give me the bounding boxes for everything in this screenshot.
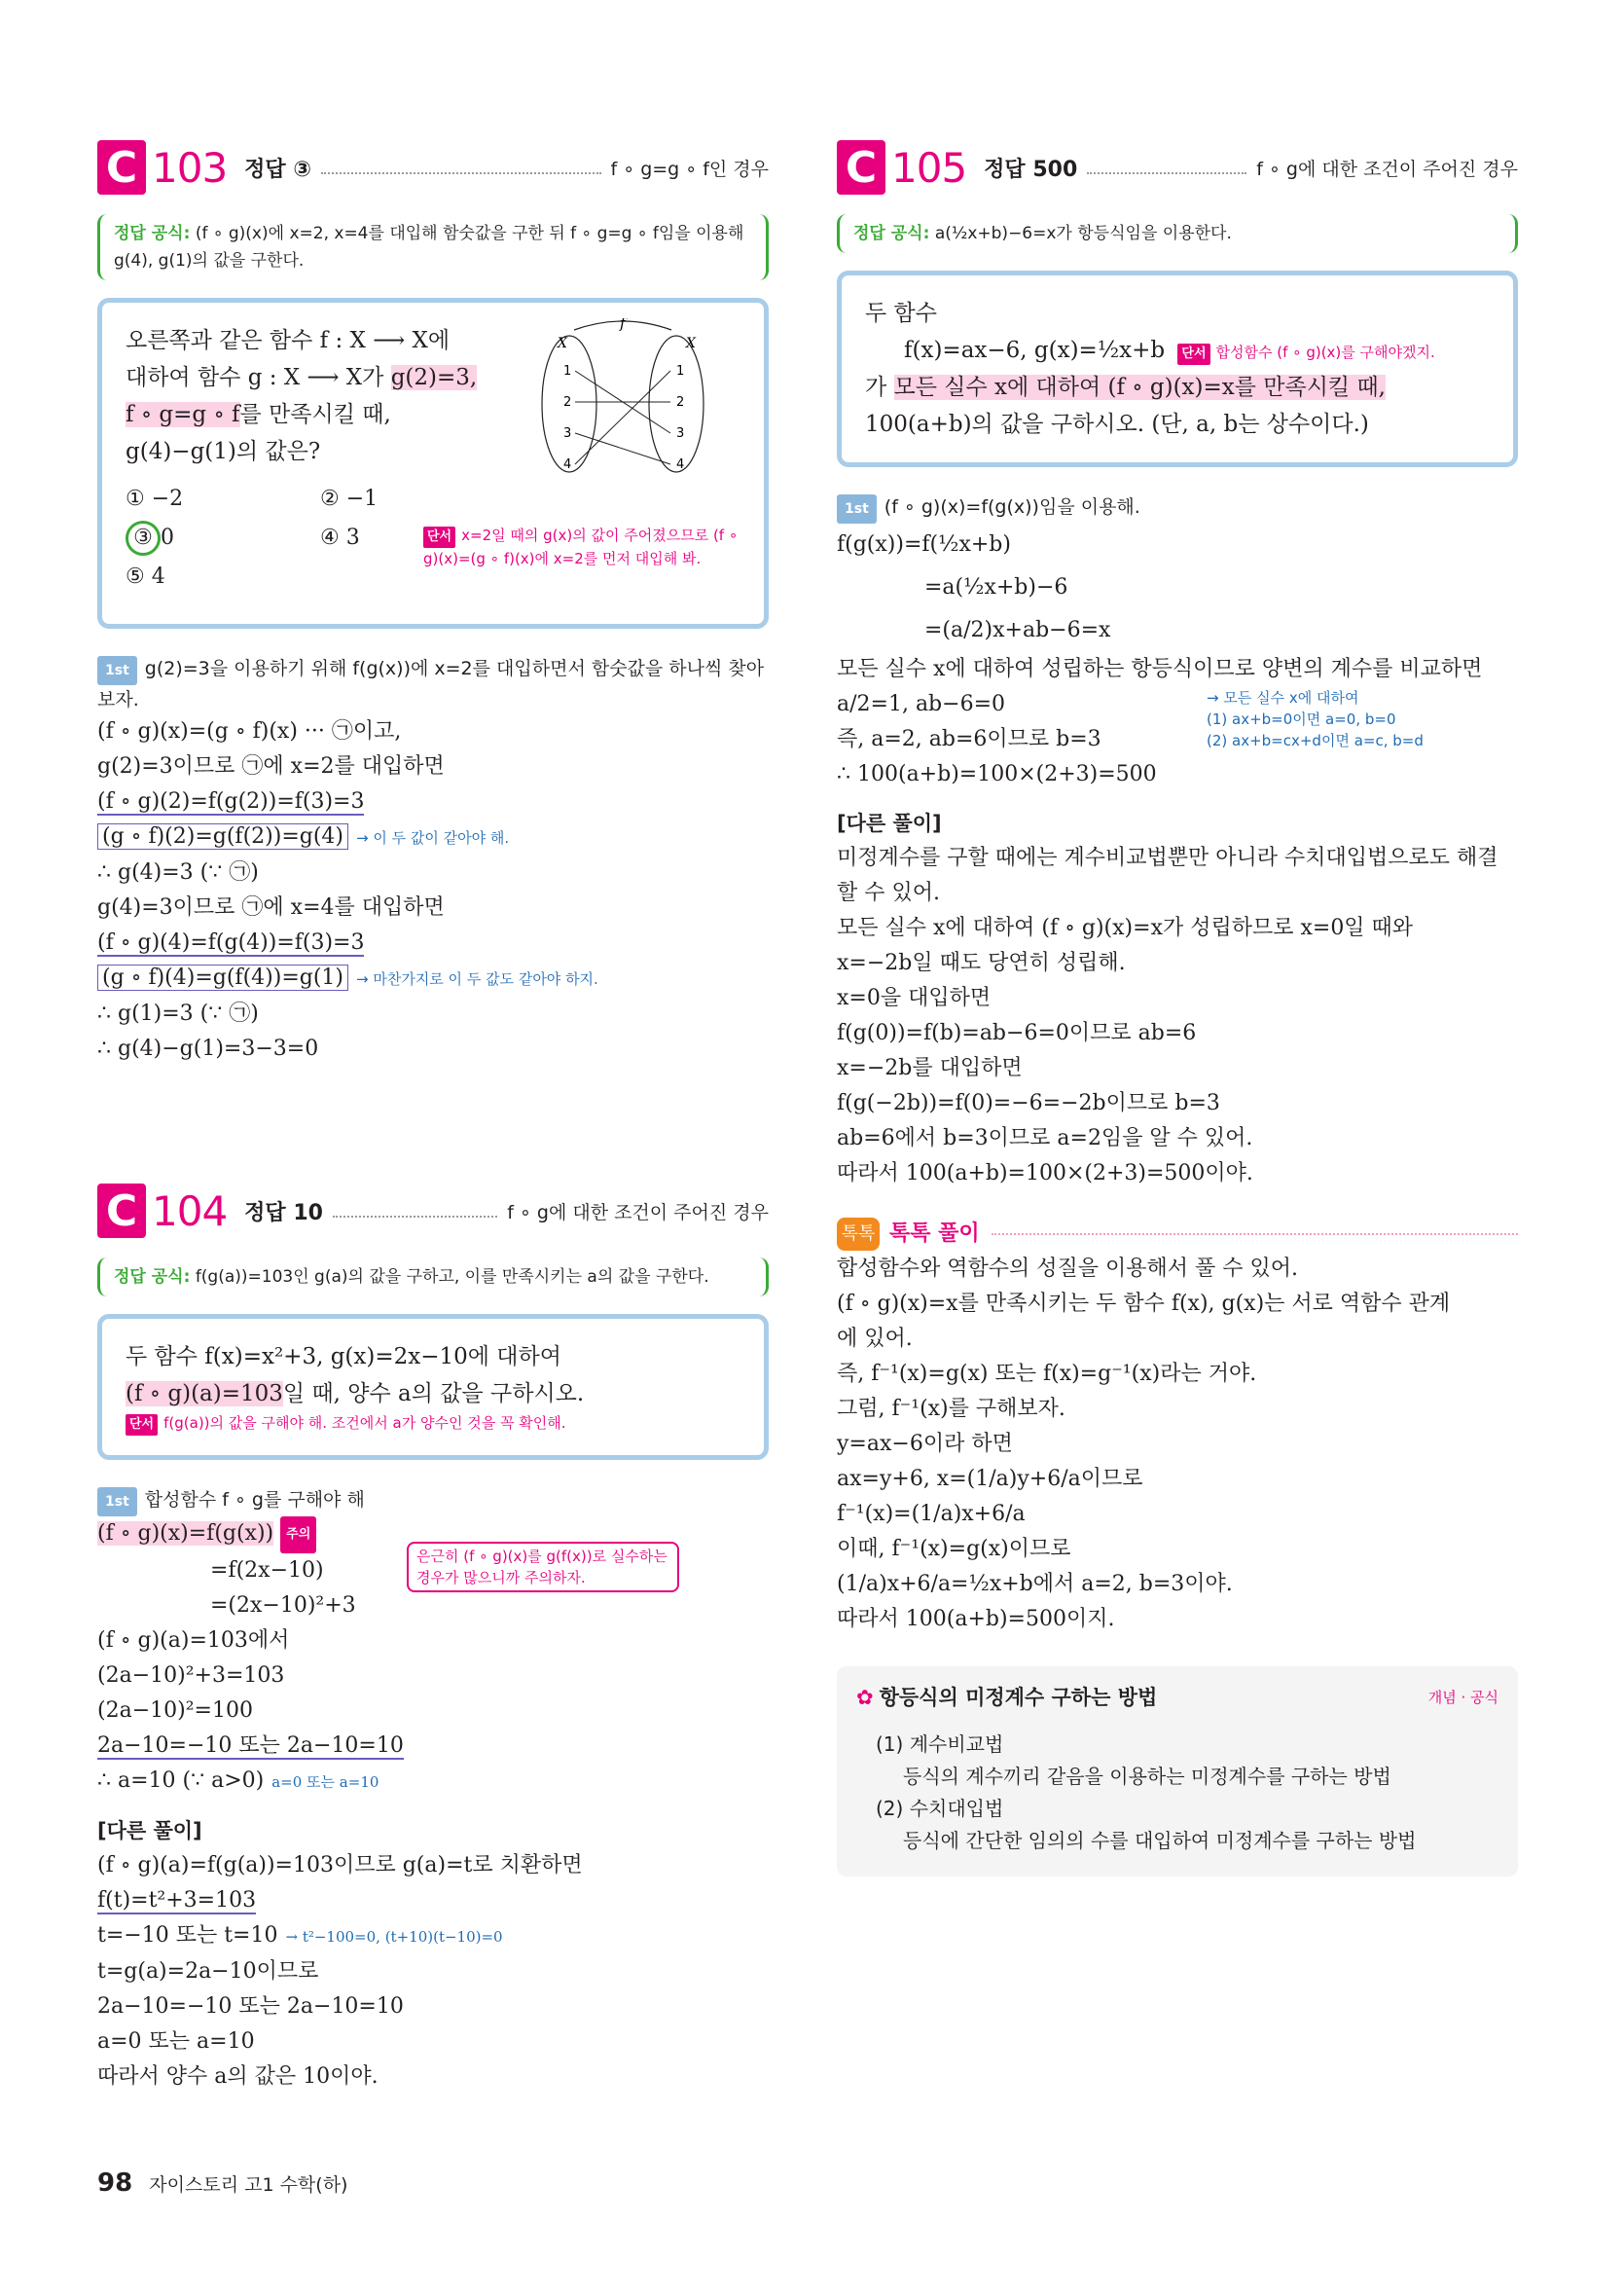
solution-line: x=−2b일 때도 당연히 성립해. [837, 951, 1126, 975]
solution-line: (2a−10)²=100 [97, 1698, 253, 1723]
solution-105 [837, 492, 1518, 1877]
solution-line: x=0을 대입하면 [837, 986, 992, 1010]
solution-line: 할 수 있어. [837, 881, 940, 905]
solution-line: (2a−10)²+3=103 [97, 1663, 285, 1688]
step-line [97, 654, 769, 714]
step-text: 합성함수 f ∘ g를 구해야 해 [144, 1489, 365, 1511]
toktok-icon: 톡톡 [837, 1218, 880, 1251]
solution-line: t=g(a)=2a−10이므로 [97, 1959, 319, 1984]
solution-line [97, 1764, 769, 1800]
solution-line: 즉, a=2, ab=6이므로 b=3 [837, 727, 1101, 751]
solution-line: ∴ g(1)=3 (∵ ㉠) [97, 1002, 259, 1026]
question-box [97, 1314, 769, 1460]
solution-line: 따라서 양수 a의 값은 10이야. [97, 2064, 379, 2089]
solution-line: 모든 실수 x에 대하여 성립하는 항등식이므로 양변의 계수를 비교하면 [837, 657, 1483, 681]
hint-tag: 단서 [1177, 344, 1209, 365]
concept-item-desc: 등식의 계수끼리 같음을 이용하는 미정계수를 구하는 방법 [903, 1765, 1391, 1788]
step-tag: 1st [97, 1487, 137, 1516]
highlight-condition: 모든 실수 x에 대하여 (f ∘ g)(x)=x를 만족시킬 때, [893, 375, 1386, 400]
question-line: 두 함수 f(x)=x²+3, g(x)=2x−10에 대하여 [126, 1344, 561, 1369]
problem-number: 104 [152, 1186, 228, 1235]
question-line: 100(a+b)의 값을 구하시오. (단, a, b는 상수이다.) [865, 412, 1369, 437]
highlight-condition: g(2)=3, [390, 365, 478, 390]
hint-note [1177, 344, 1434, 361]
formula-text: a(½x+b)−6=x가 항등식임을 이용한다. [934, 224, 1232, 243]
concept-body [856, 1729, 1498, 1857]
underlined-expr: 2a−10=−10 또는 2a−10=10 [97, 1733, 404, 1758]
problem-104-header [97, 1180, 769, 1242]
toktok-header [837, 1217, 1518, 1252]
question-line [126, 1375, 740, 1412]
diagram-num: 2 [563, 395, 572, 410]
question-text: 대하여 함수 g : X ⟶ X가 [126, 365, 391, 390]
answer-label: 정답 10 [244, 1200, 323, 1225]
highlight-expr: (f ∘ g)(x)=f(g(x)) [97, 1521, 274, 1546]
concept-header [856, 1680, 1498, 1715]
wavy-divider [992, 1233, 1518, 1235]
solution-line: ∴ g(4)=3 (∵ ㉠) [97, 860, 259, 885]
diagram-x-label: X [686, 336, 696, 351]
solution-line [97, 1729, 769, 1764]
diagram-num: 4 [563, 457, 572, 472]
diagram-f-label: f [620, 318, 626, 332]
dotted-leader [333, 1204, 497, 1218]
book-title: 자이스토리 고1 수학(하) [149, 2174, 348, 2196]
solution-line: f(g(x))=f(½x+b) [837, 532, 1011, 557]
question-text: 가 [865, 375, 894, 400]
solution-line [97, 820, 769, 856]
highlight-condition: (f ∘ g)(a)=103 [126, 1381, 283, 1406]
choice: ② −1 [320, 487, 379, 511]
diagram-num: 3 [676, 426, 685, 441]
identity-note-item: (1) ax+b=0이면 a=0, b=0 [1207, 711, 1396, 728]
formula-label: 정답 공식: [853, 224, 930, 243]
solution-line [97, 1918, 769, 1954]
step-text: g(2)=3을 이용하기 위해 f(g(x))에 x=2를 대입하면서 함숫값을 하나씩 찾아보자. [97, 658, 765, 711]
solution-line: 2a−10=−10 또는 2a−10=10 [97, 1994, 404, 2019]
left-column [97, 136, 769, 2095]
identity-note-head: → 모든 실수 x에 대하여 [1207, 689, 1359, 707]
hint-tag: 단서 [423, 527, 455, 548]
function-mapping-diagram [530, 318, 715, 474]
problem-badge: C [97, 1184, 146, 1238]
problem-badge: C [97, 140, 146, 195]
solution-line: ∴ g(4)−g(1)=3−3=0 [97, 1037, 319, 1061]
boxed-expr: (g ∘ f)(2)=g(f(2))=g(4) [97, 823, 348, 850]
formula-label: 정답 공식: [114, 224, 191, 243]
diagram-num: 1 [563, 364, 572, 379]
concept-tag: 개념 · 공식 [1427, 1689, 1498, 1706]
problem-number: 103 [152, 143, 228, 192]
solution-expr: ∴ a=10 (∵ a>0) [97, 1768, 265, 1793]
solution-line: (f ∘ g)(a)=103에서 [97, 1628, 290, 1653]
hint-note [423, 525, 744, 569]
choice-value: 0 [161, 526, 174, 550]
dotted-leader [321, 161, 601, 174]
solution-line: 그럼, f⁻¹(x)를 구해보자. [837, 1397, 1065, 1421]
diagram-num: 1 [676, 364, 685, 379]
solution-line-with-note [837, 687, 1518, 792]
alt-solution-heading: [다른 풀이] [837, 812, 942, 835]
flower-icon: ✿ [856, 1686, 874, 1709]
concept-title-wrap [856, 1680, 1157, 1715]
solution-line [97, 961, 769, 997]
problem-badge: C [837, 140, 885, 195]
identity-note-item: (2) ax+b=cx+d이면 a=c, b=d [1207, 732, 1424, 749]
solution-line: g(4)=3이므로 ㉠에 x=4를 대입하면 [97, 895, 445, 920]
solution-expr: =f(2x−10) [210, 1558, 324, 1583]
solution-line: (f ∘ g)(x)=x를 만족시키는 두 함수 f(x), g(x)는 서로 역함수 관계 [837, 1292, 1451, 1316]
solution-line: 즉, f⁻¹(x)=g(x) 또는 f(x)=g⁻¹(x)라는 거야. [837, 1362, 1257, 1386]
solution-line: =(a/2)x+ab−6=x [924, 618, 1111, 642]
solution-line: ∴ 100(a+b)=100×(2+3)=500 [837, 762, 1157, 786]
answer-formula [837, 214, 1518, 253]
solution-line: f⁻¹(x)=(1/a)x+6/a [837, 1502, 1026, 1526]
problem-105-header [837, 136, 1518, 199]
solution-line [97, 926, 769, 961]
annotation-text: t²−100=0, (t+10)(t−10)=0 [302, 1928, 503, 1946]
solution-line: f(g(0))=f(b)=ab−6=0이므로 ab=6 [837, 1021, 1197, 1045]
formula-text: f(g(a))=103인 g(a)의 값을 구하고, 이를 만족시키는 a의 값을 구한다. [195, 1267, 709, 1287]
choice: ⑤ 4 [126, 565, 165, 589]
solution-line [97, 1883, 769, 1918]
solution-line: 합성함수와 역함수의 성질을 이용해서 풀 수 있어. [837, 1257, 1298, 1281]
page-number: 98 [97, 2168, 133, 2198]
solution-line: (f ∘ g)(a)=f(g(a))=103이므로 g(a)=t로 치환하면 [97, 1853, 583, 1877]
solution-line: a/2=1, ab−6=0 [837, 692, 1006, 716]
concept-item-desc: 등식에 간단한 임의의 수를 대입하여 미정계수를 구하는 방법 [903, 1829, 1417, 1852]
solution-line: 미정계수를 구할 때에는 계수비교법뿐만 아니라 수치대입법으로도 해결 [837, 846, 1498, 870]
solution-line: ab=6에서 b=3이므로 a=2임을 알 수 있어. [837, 1126, 1253, 1150]
hint-tag: 단서 [126, 1414, 158, 1436]
concept-box [837, 1666, 1518, 1877]
annotation-text: 이 두 값이 같아야 해. [373, 829, 510, 847]
choice: ④ 3 [320, 526, 360, 550]
formula-label: 정답 공식: [114, 1267, 191, 1287]
hint-text: 합성함수 (f ∘ g)(x)를 구해야겠지. [1215, 344, 1435, 361]
right-column [837, 136, 1518, 1877]
identity-note-text: 모든 실수 x에 대하여 [1223, 689, 1359, 707]
answer-formula [97, 1257, 769, 1296]
diagram-num: 4 [676, 457, 685, 472]
hint-text: x=2일 때의 g(x)의 값이 주어졌으므로 (f ∘ g)(x)=(g ∘ f)(x)에 x=2를 먼저 대입해 봐. [423, 527, 739, 567]
annotation-note: → 마찬가지로 이 두 값도 같아야 하지. [356, 970, 598, 988]
solution-line: g(2)=3이므로 ㉠에 x=2를 대입하면 [97, 754, 445, 779]
step-tag: 1st [837, 494, 877, 524]
problem-type: f ∘ g에 대한 조건이 주어진 경우 [1256, 158, 1518, 180]
solution-104 [97, 1485, 769, 2095]
solution-line [97, 1548, 769, 1588]
solution-line: 에 있어. [837, 1327, 913, 1351]
question-line [865, 332, 1490, 369]
solution-line: =(2x−10)²+3 [210, 1593, 356, 1618]
solution-line [97, 784, 769, 820]
concept-item-head: (1) 계수비교법 [876, 1732, 1004, 1756]
underlined-expr: (f ∘ g)(2)=f(g(2))=f(3)=3 [97, 789, 365, 814]
solution-line: =a(½x+b)−6 [924, 575, 1068, 600]
solution-line: 모든 실수 x에 대하여 (f ∘ g)(x)=x가 성립하므로 x=0일 때와 [837, 916, 1414, 940]
answer-formula [97, 214, 769, 280]
alt-solution-heading: [다른 풀이] [97, 1819, 202, 1842]
solution-line: (1/a)x+6/a=½x+b에서 a=2, b=3이야. [837, 1572, 1233, 1596]
question-line: 오른쪽과 같은 함수 f : X ⟶ X에 [126, 328, 451, 353]
solution-line: a=0 또는 a=10 [97, 2029, 255, 2054]
annotation-note: → t²−100=0, (t+10)(t−10)=0 [285, 1928, 503, 1946]
choice: ① −2 [126, 487, 184, 511]
toktok-title: 톡톡 풀이 [889, 1221, 980, 1246]
solution-line: 따라서 100(a+b)=100×(2+3)=500이야. [837, 1161, 1253, 1185]
question-line [126, 396, 534, 433]
question-text: 를 만족시킬 때, [239, 402, 391, 427]
dotted-leader [1087, 161, 1246, 174]
step-line [837, 492, 1518, 524]
caution-chip: 주의 [280, 1516, 316, 1553]
solution-103 [97, 654, 769, 1067]
page-footer [97, 2168, 347, 2198]
step-line [97, 1485, 769, 1516]
problem-type: f ∘ g=g ∘ f인 경우 [610, 158, 769, 180]
underlined-expr: (f ∘ g)(4)=f(g(4))=f(3)=3 [97, 930, 365, 955]
solution-line: f(g(−2b))=f(0)=−6=−2b이므로 b=3 [837, 1091, 1220, 1115]
answer-label: 정답 ③ [244, 157, 311, 182]
choice [126, 519, 320, 558]
hint-note [126, 1412, 740, 1436]
solution-expr: t=−10 또는 t=10 [97, 1923, 278, 1948]
solution-line: 따라서 100(a+b)=500이지. [837, 1607, 1115, 1631]
problem-number: 105 [891, 143, 967, 192]
solution-line: (f ∘ g)(x)=(g ∘ f)(x) ··· ㉠이고, [97, 719, 402, 744]
question-line: g(4)−g(1)의 값은? [126, 439, 321, 464]
annotation-text: 마찬가지로 이 두 값도 같아야 하지. [373, 970, 598, 988]
solution-line: y=ax−6이라 하면 [837, 1432, 1013, 1456]
hint-text: f(g(a))의 값을 구해야 해. 조건에서 a가 양수인 것을 꼭 확인해. [163, 1414, 566, 1432]
question-line [126, 359, 534, 396]
solution-line: x=−2b를 대입하면 [837, 1056, 1023, 1080]
question-line: 두 함수 [865, 301, 937, 326]
step-tag: 1st [97, 656, 137, 685]
diagram-num: 3 [563, 426, 572, 441]
identity-note [1207, 687, 1424, 792]
question-box [837, 271, 1518, 467]
step-text: (f ∘ g)(x)=f(g(x))임을 이용해. [884, 496, 1140, 518]
question-text: 일 때, 양수 a의 값을 구하시오. [282, 1381, 585, 1406]
question-text: f(x)=ax−6, g(x)=½x+b [904, 338, 1166, 363]
concept-title: 항등식의 미정계수 구하는 방법 [879, 1686, 1158, 1709]
problem-103-header [97, 136, 769, 199]
solution-line: 이때, f⁻¹(x)=g(x)이므로 [837, 1537, 1071, 1561]
formula-text: (f ∘ g)(x)에 x=2, x=4를 대입해 함숫값을 구한 뒤 f ∘ g=g ∘ f임을 이용해 g(4), g(1)의 값을 구한다. [114, 224, 744, 271]
concept-item-head: (2) 수치대입법 [876, 1797, 1004, 1820]
answer-label: 정답 500 [984, 157, 1078, 182]
question-line [865, 369, 1490, 406]
annotation-note: → 이 두 값이 같아야 해. [356, 829, 510, 847]
annotation-note: a=0 또는 a=10 [271, 1773, 379, 1791]
solution-line: ax=y+6, x=(1/a)y+6/a이므로 [837, 1467, 1143, 1491]
diagram-num: 2 [676, 395, 685, 410]
circled-answer: ③ [126, 521, 161, 556]
caution-callout: 은근히 (f ∘ g)(x)를 g(f(x))로 실수하는 경우가 많으니까 주의하자. [407, 1542, 679, 1592]
diagram-x-label: X [558, 336, 567, 351]
boxed-expr: (g ∘ f)(4)=g(f(4))=g(1) [97, 965, 348, 991]
highlight-condition: f ∘ g=g ∘ f [126, 402, 240, 427]
problem-type: f ∘ g에 대한 조건이 주어진 경우 [507, 1201, 769, 1223]
question-box [97, 298, 769, 629]
underlined-expr: f(t)=t²+3=103 [97, 1888, 257, 1913]
